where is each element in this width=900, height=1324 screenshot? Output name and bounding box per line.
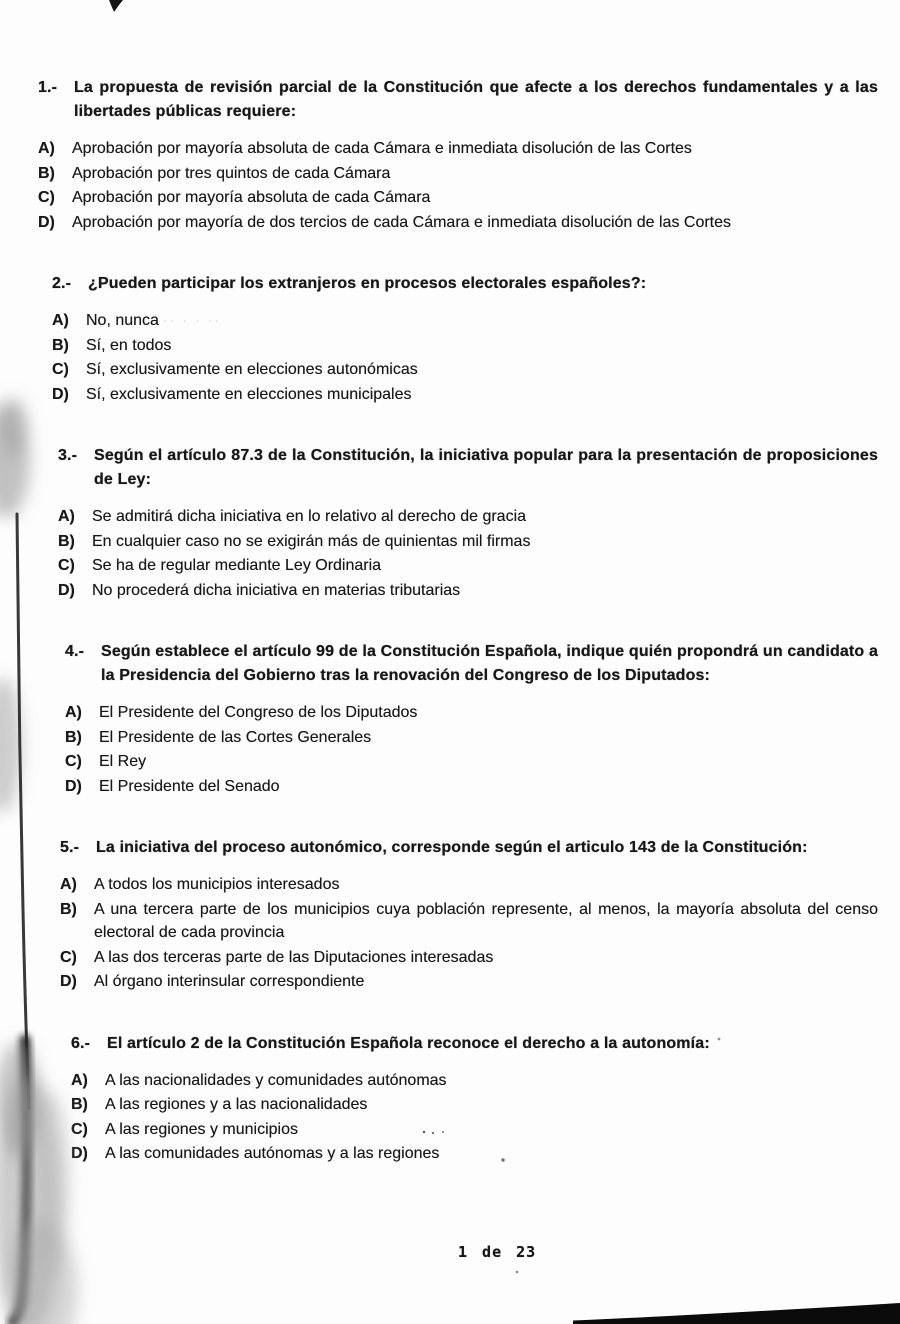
answer-option [38, 137, 878, 162]
option-letter: B) [65, 728, 82, 746]
question-block [58, 444, 878, 603]
option-text: Aprobación por mayoría de dos tercios de cada Cámara e inmediata disolución de las Cortes [72, 213, 732, 231]
option-letter: D) [52, 385, 69, 403]
question-heading [71, 1032, 878, 1056]
option-text: Sí, en todos [86, 336, 172, 354]
option-text: A todos los municipios interesados [94, 876, 340, 893]
question-prompt: ¿Pueden participar los extranjeros en procesos electorales españoles?: [88, 275, 647, 292]
option-text: En cualquier caso no se exigirán más de quinientas mil firmas [92, 532, 531, 550]
answer-option [71, 1118, 878, 1143]
option-letter: C) [71, 1120, 88, 1138]
option-letter: A) [52, 312, 69, 329]
answer-option [38, 186, 878, 211]
answer-option [38, 162, 878, 187]
option-letter: C) [65, 753, 82, 770]
option-letter: D) [65, 777, 82, 795]
question-number: 4.- [65, 643, 85, 660]
option-letter: A) [58, 508, 75, 525]
page-number: 1 de 23 [458, 1243, 537, 1261]
answer-option [71, 1069, 878, 1094]
option-text: A una tercera parte de los municipios cuya población represente, al menos, la mayoría absoluta del censo electoral de cada provincia [94, 900, 878, 941]
option-letter: B) [71, 1096, 88, 1113]
option-letter: B) [60, 900, 77, 918]
question-heading [38, 76, 878, 124]
question-number: 5.- [60, 839, 80, 856]
option-letter: A) [38, 140, 55, 157]
question-heading [65, 640, 878, 688]
question-heading [52, 272, 878, 296]
answer-option [65, 726, 878, 751]
answer-option [58, 579, 878, 604]
option-letter: A) [60, 876, 77, 893]
question-prompt: La iniciativa del proceso autonómico, corresponde según el articulo 143 de la Constitución: [96, 839, 808, 856]
question-heading [60, 836, 878, 860]
option-letter: C) [52, 361, 69, 378]
speck [516, 1271, 519, 1274]
answer-option [38, 211, 878, 236]
question-prompt: El artículo 2 de la Constitución Española reconoce el derecho a la autonomía: [107, 1034, 710, 1052]
option-text: El Presidente del Congreso de los Diputados [99, 704, 418, 721]
option-faint-marks: ·· · · ·· [163, 315, 222, 327]
question-number: 2.- [52, 275, 72, 292]
answer-option [71, 1142, 878, 1167]
option-letter: C) [60, 948, 77, 966]
question-prompt: La propuesta de revisión parcial de la Constitución que afecte a los derechos fundamentales y a las libertades públicas requiere: [74, 79, 878, 120]
answer-option [52, 334, 878, 359]
option-letter: B) [58, 532, 75, 550]
option-text: No, nunca [86, 312, 159, 329]
answer-option [52, 358, 878, 383]
option-text: Se ha de regular mediante Ley Ordinaria [92, 557, 382, 574]
bottom-scan-bar [573, 1303, 900, 1324]
option-text: El Presidente del Senado [99, 777, 280, 795]
option-letter: A) [65, 704, 82, 721]
option-letter: C) [58, 557, 75, 574]
options-list [58, 505, 878, 603]
option-letter: B) [52, 336, 69, 354]
option-text: El Presidente de las Cortes Generales [99, 728, 372, 746]
options-list [65, 701, 878, 799]
question-number: 1.- [38, 79, 58, 96]
option-text: El Rey [99, 753, 147, 770]
answer-option [58, 505, 878, 530]
option-text: A las comunidades autónomas y a las regiones [105, 1145, 440, 1162]
option-letter: D) [38, 213, 55, 231]
question-block [38, 76, 878, 235]
option-text: A las nacionalidades y comunidades autónomas [105, 1071, 447, 1089]
answer-option [58, 554, 878, 579]
answer-option [60, 946, 878, 971]
options-list [60, 873, 878, 995]
question-block [71, 1032, 878, 1167]
options-list [38, 137, 878, 235]
answer-option [58, 530, 878, 555]
option-letter: D) [60, 973, 77, 990]
option-text: Aprobación por tres quintos de cada Cámara [72, 164, 391, 182]
option-letter: C) [38, 189, 55, 206]
options-list [71, 1069, 878, 1167]
question-block [60, 836, 878, 995]
answer-option [71, 1093, 878, 1118]
option-text: A las dos terceras parte de las Diputaciones interesadas [94, 948, 494, 966]
question-block [52, 272, 878, 407]
option-letter: D) [71, 1145, 88, 1162]
answer-option [60, 898, 878, 946]
question-number: 6.- [71, 1034, 91, 1052]
question-block [65, 640, 878, 799]
answer-option [52, 309, 878, 334]
answer-option [65, 750, 878, 775]
option-text: No procederá dicha iniciativa en materias tributarias [92, 581, 461, 599]
question-heading [58, 444, 878, 492]
option-text: A las regiones y a las nacionalidades [105, 1096, 368, 1113]
option-letter: D) [58, 581, 75, 599]
option-letter: B) [38, 164, 55, 182]
option-text: Aprobación por mayoría absoluta de cada Cámara [72, 189, 431, 206]
options-list [52, 309, 878, 407]
question-prompt: Según establece el artículo 99 de la Constitución Española, indique quién propondrá un candidato a la Presidencia del Gobierno tras la renovación del Congreso de los Diputados: [101, 643, 878, 684]
question-prompt: Según el artículo 87.3 de la Constitución, la iniciativa popular para la presentación de proposiciones de Ley: [94, 447, 878, 488]
answer-option [60, 873, 878, 898]
answer-option [52, 383, 878, 408]
option-text: Sí, exclusivamente en elecciones municipales [86, 385, 412, 403]
option-letter: A) [71, 1071, 88, 1089]
option-text: A las regiones y municipios [105, 1120, 298, 1138]
answer-option [65, 701, 878, 726]
question-number: 3.- [58, 447, 78, 464]
option-text: Al órgano interinsular correspondiente [94, 973, 365, 990]
option-text: Aprobación por mayoría absoluta de cada Cámara e inmediata disolución de las Cortes [72, 140, 692, 157]
answer-option [60, 970, 878, 995]
option-text: Sí, exclusivamente en elecciones autonómicas [86, 361, 418, 378]
answer-option [65, 775, 878, 800]
option-text: Se admitirá dicha iniciativa en lo relativo al derecho de gracia [92, 508, 527, 525]
